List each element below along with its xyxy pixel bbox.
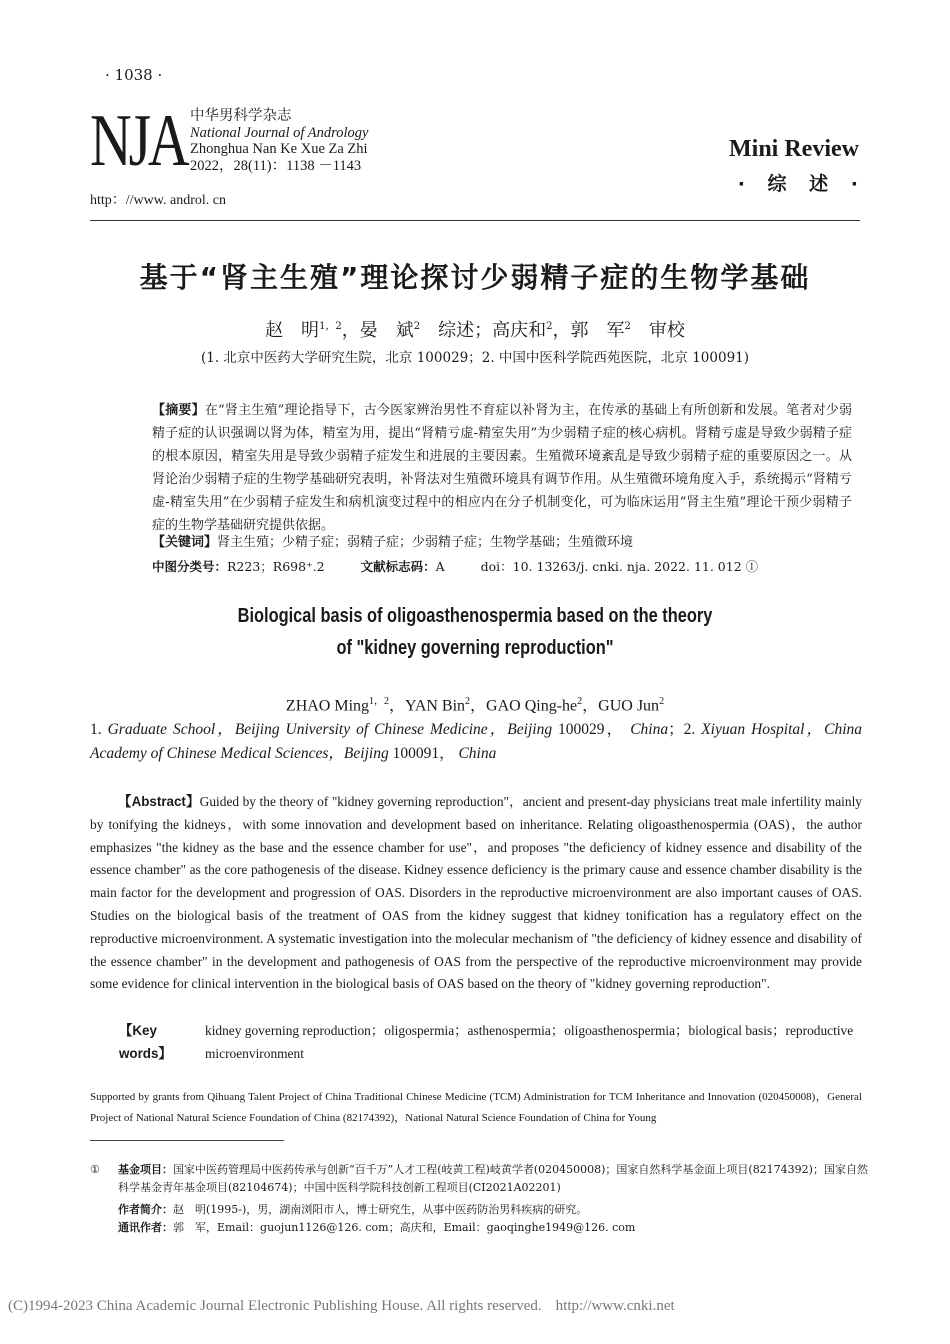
journal-url[interactable]: http：//www. androl. cn xyxy=(90,193,226,208)
abstract-en-label: 【Abstract】 xyxy=(118,794,200,809)
clc-value: R223；R698⁺.2 xyxy=(227,559,325,574)
copyright-line xyxy=(8,1298,675,1315)
footnote-mark: ① xyxy=(90,1163,100,1176)
author-en-3-sup: 2 xyxy=(577,696,583,707)
affil-en-num1: 1. xyxy=(90,721,102,738)
keywords-en-text: kidney governing reproduction；oligospermia；asthenospermia；oligoasthenospermia；biological basis；reproductive microenvironment xyxy=(205,1023,854,1061)
affil-en-sep: ；2. xyxy=(668,721,696,738)
affiliation-en xyxy=(90,718,862,766)
author-en-2: ，YAN Bin xyxy=(389,697,466,715)
abstract-cn xyxy=(152,399,852,537)
author-2: ，晏 斌 xyxy=(341,320,414,341)
journal-issue: 2022，28(11)：1138 －1143 xyxy=(190,157,362,174)
clc-label: 中图分类号： xyxy=(152,559,228,574)
author-3-sup: 2 xyxy=(546,321,553,332)
keywords-cn xyxy=(152,531,852,554)
keywords-cn-label: 【关键词】 xyxy=(152,535,218,550)
keywords-cn-text: 肾主生殖；少精子症；弱精子症；少弱精子症；生物学基础；生殖微环境 xyxy=(217,535,634,550)
authors-en xyxy=(0,692,950,715)
doc-code-label: 文献标志码： xyxy=(360,559,436,574)
author-en-4: ，GUO Jun xyxy=(582,697,660,715)
author-1-sup: 1，2 xyxy=(319,321,342,332)
author-en-3: ，GAO Qing-he xyxy=(470,697,578,715)
authors-cn xyxy=(0,316,950,342)
footnote-rule xyxy=(90,1140,284,1141)
keywords-en xyxy=(119,1019,862,1065)
fund-label: 基金项目： xyxy=(118,1163,173,1176)
fund-text: 国家中医药管理局中医药传承与创新“百千万”人才工程(岐黄工程)岐黄学者(020450008)；国家自然科学基金面上项目(82174392)；国家自然科学基金青年基金项目(82104674)；中国中医科学院科技创新工程项目(CI2021A02201) xyxy=(118,1163,868,1194)
title-en-line-2: of "kidney governing reproduction" xyxy=(336,637,614,659)
classification-line xyxy=(152,555,852,578)
author-info-text: 赵 明(1995-)，男，湖南浏阳市人，博士研究生，从事中医药防治男科疾病的研究。 xyxy=(173,1203,588,1216)
abstract-cn-label: 【摘要】 xyxy=(152,403,205,418)
author-en-1-sup: 1，2 xyxy=(369,696,390,707)
affil-en-inst1: Graduate School，Beijing University of Chinese Medicine，Beijing xyxy=(107,721,553,738)
affil-en-inst2: Xiyuan Hospital，China Academy of Chinese Medical Sciences，Beijing xyxy=(90,721,863,762)
author-en-4-sup: 2 xyxy=(659,696,665,707)
journal-name-cn: 中华男科学杂志 xyxy=(190,108,292,124)
affil-en-zip2: 100091， xyxy=(392,745,455,762)
affil-en-country2: China xyxy=(458,745,497,762)
footnote-author xyxy=(118,1201,898,1219)
affiliation-cn: (1. 北京中医药大学研究生院，北京 100029；2. 中国中医科学院西苑医院，北京 100091) xyxy=(200,350,750,366)
header-rule xyxy=(90,220,860,221)
correspondence-label: 通讯作者： xyxy=(118,1221,173,1234)
page-number: · 1038 · xyxy=(105,66,163,84)
funding-support-en: Supported by grants from Qihuang Talent Project of China Traditional Chinese Medicine (TCM) Administration for TCM Inheritance and Innovation (020450008)，General Project of National Natural Science Foundation of China (82174392)，National Natural Science Foundation of China for Young xyxy=(90,1091,862,1124)
author-en-1: ZHAO Ming xyxy=(285,697,370,715)
abstract-en-text: Guided by the theory of "kidney governing reproduction"，ancient and present-day physicians treat male infertility mainly by tonifying the kidneys，with some innovation and development based on inheritance. Relating oligoasthenospermia (OAS)，the author emphasizes "the kidney as the base and the essence chamber for use"，and proposes "the deficiency of kidney essence and disability of the essence chamber" as the core pathogenesis of the disease. Kidney essence deficiency is the primary cause and essence chamber disability is the main factor for the development and progression of OAS. Disorders in the reproductive microenvironment are also important causes of OAS. Studies on the biological basis of the treatment of OAS from the kidney suggest that kidney tonification has a regulatory effect on the reproductive microenvironment. A systematic investigation into the molecular mechanism of "the deficiency of kidney essence and disability of the essence chamber" in the development and pathogenesis of OAS from the perspective of the reproductive microenvironment may provide some evidence for clinical intervention in the biological basis of OAS based on the theory of "kidney governing reproduction". xyxy=(90,794,862,992)
author-en-2-sup: 2 xyxy=(465,696,471,707)
author-3: 高庆和 xyxy=(492,320,547,341)
author-info-label: 作者简介： xyxy=(118,1203,173,1216)
article-title-cn: 基于“肾主生殖”理论探讨少弱精子症的生物学基础 xyxy=(139,261,811,294)
copyright-url[interactable]: http://www.cnki.net xyxy=(555,1298,675,1314)
abstract-cn-text: 在“肾主生殖”理论指导下，古今医家辨治男性不育症以补肾为主，在传承的基础上有所创新和发展。笔者对少弱精子症的认识强调以肾为体，精室为用，提出“肾精亏虚-精室失用”为少弱精子症的核心病机。肾精亏虚是导致少弱精子症的根本原因，精室失用是导致少弱精子症发生和进展的主要因素。生殖微环境紊乱是导致少弱精子症的重要原因之一。从肾论治少弱精子症的生物学基础研究表明，补肾法对生殖微环境具有调节作用。从生殖微环境角度入手，系统揭示“肾精亏虚-精室失用”在少弱精子症发生和病机演变过程中的相应内在分子机制变化，可为临床运用“肾主生殖”理论干预少弱精子症的生物学基础研究提供依据。 xyxy=(152,403,852,533)
author-1: 赵 明 xyxy=(265,320,320,341)
keywords-en-label: 【Key words】 xyxy=(119,1023,172,1061)
journal-info xyxy=(190,108,368,174)
section-label-cn: · 综 述 · xyxy=(737,173,866,195)
journal-logo: NJA xyxy=(90,100,187,182)
doi: doi：10. 13263/j. cnki. nja. 2022. 11. 012 ① xyxy=(480,559,759,574)
footnote-fund xyxy=(90,1161,870,1197)
copyright-text: (C)1994-2023 China Academic Journal Electronic Publishing House. All rights reserved. xyxy=(8,1298,542,1314)
abstract-en xyxy=(90,791,862,996)
section-label-en: Mini Review xyxy=(729,136,859,162)
affil-en-country1: China xyxy=(630,721,669,738)
doc-code-value: A xyxy=(435,559,445,574)
journal-name-pinyin: Zhonghua Nan Ke Xue Za Zhi xyxy=(190,141,368,157)
author-role-review: 综述； xyxy=(420,320,493,341)
author-role-proofread: 审校 xyxy=(630,320,685,341)
correspondence-text: 郭 军，Email：guojun1126@126. com；高庆和，Email：gaoqinghe1949@126. com xyxy=(173,1221,636,1234)
author-4: ，郭 军 xyxy=(552,320,625,341)
journal-name-en: National Journal of Andrology xyxy=(190,124,369,141)
author-2-sup: 2 xyxy=(413,321,421,332)
footnote-correspondence xyxy=(118,1219,898,1237)
title-en-line-1: Biological basis of oligoasthenospermia based on the theory xyxy=(237,605,713,627)
author-4-sup: 2 xyxy=(624,321,631,332)
article-title-en xyxy=(86,600,865,664)
affil-en-zip1: 100029， xyxy=(558,721,625,738)
